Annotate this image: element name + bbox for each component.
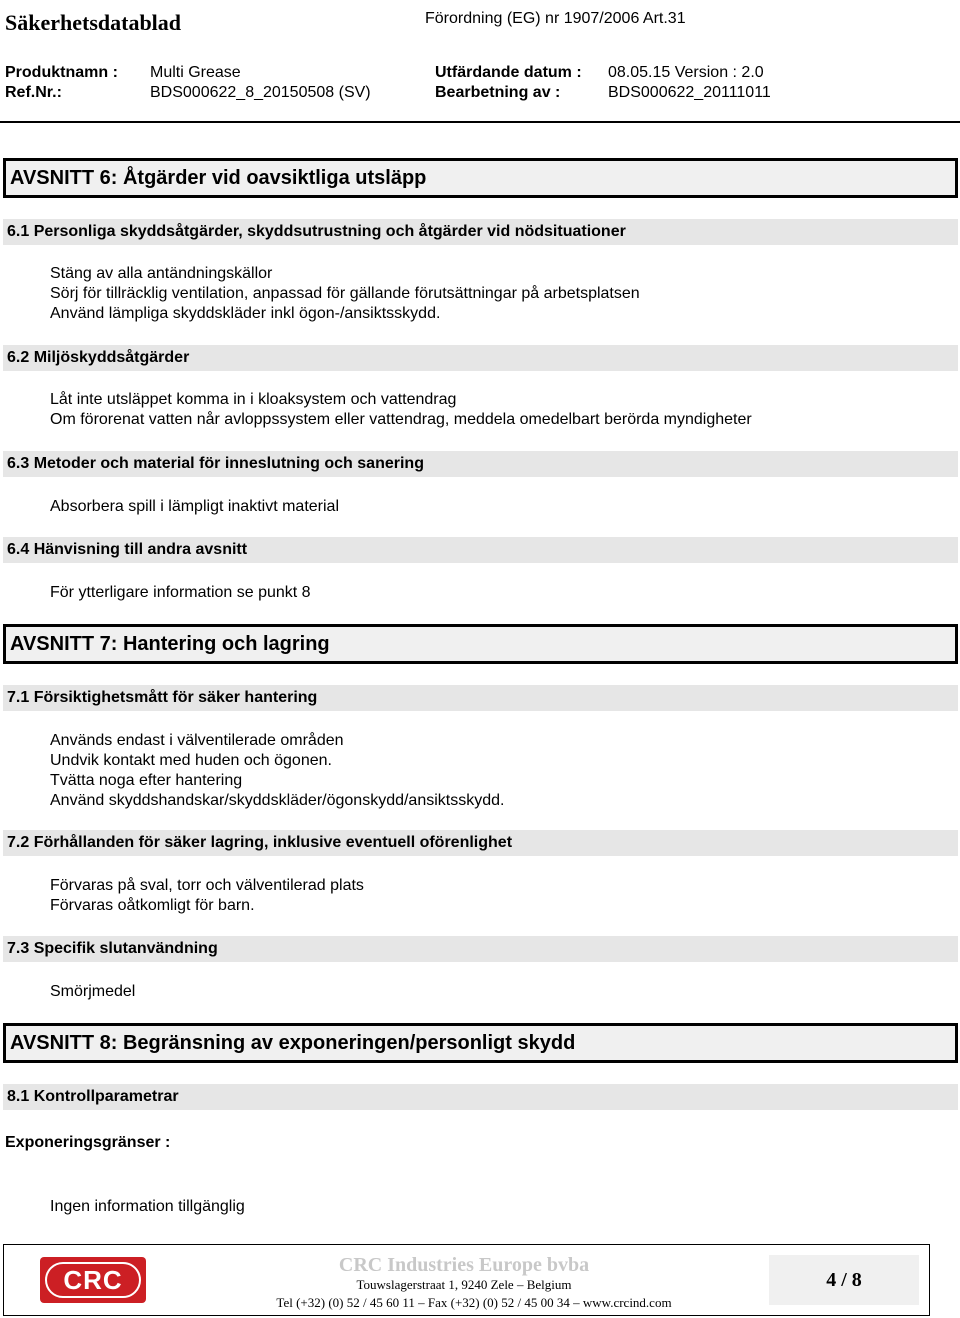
header-row-ref <box>0 84 960 104</box>
subsection-7-3-title: 7.3 Specifik slutanvändning <box>3 936 958 962</box>
subsection-7-3-text <box>50 982 135 1002</box>
subsection-8-1-title: 8.1 Kontrollparametrar <box>3 1084 958 1110</box>
text-line: Absorbera spill i lämpligt inaktivt material <box>50 498 339 515</box>
subsection-6-1-title: 6.1 Personliga skyddsåtgärder, skyddsutrustning och åtgärder vid nödsituationer <box>3 219 958 245</box>
product-label: Produktnamn : <box>5 64 118 81</box>
subsection-6-3-text <box>50 497 339 517</box>
text-line: Använd lämpliga skyddskläder inkl ögon-/ansiktsskydd. <box>50 305 441 322</box>
header-divider <box>0 121 960 123</box>
text-line: Sörj för tillräcklig ventilation, anpassad för gällande förutsättningar på arbetsplatsen <box>50 285 640 302</box>
product-value: Multi Grease <box>150 64 241 81</box>
processing-value: BDS000622_20111011 <box>608 84 771 101</box>
processing-label: Bearbetning av : <box>435 84 561 101</box>
subsection-6-2-title: 6.2 Miljöskyddsåtgärder <box>3 345 958 371</box>
subsection-6-2-text <box>50 390 752 430</box>
section-8-title: AVSNITT 8: Begränsning av exponeringen/personligt skydd <box>3 1023 958 1063</box>
subsection-7-2-title: 7.2 Förhållanden för säker lagring, inklusive eventuell oförenlighet <box>3 830 958 856</box>
text-line: Stäng av alla antändningskällor <box>50 265 273 282</box>
ref-label: Ref.Nr.: <box>5 84 62 101</box>
subsection-7-2-text <box>50 876 364 916</box>
page-number: 4 / 8 <box>769 1255 919 1305</box>
subsection-7-1-text <box>50 731 504 811</box>
subsection-6-3-title: 6.3 Metoder och material för inneslutning och sanering <box>3 451 958 477</box>
subsection-6-1-text <box>50 264 640 324</box>
text-line: Förvaras på sval, torr och välventilerad plats <box>50 877 364 894</box>
text-line: Används endast i välventilerade områden <box>50 732 344 749</box>
issue-date-label: Utfärdande datum : <box>435 64 582 81</box>
text-line: Låt inte utsläppet komma in i kloaksystem och vattendrag <box>50 391 457 408</box>
text-line: Förvaras oåtkomligt för barn. <box>50 897 255 914</box>
subsection-6-4-text <box>50 583 311 603</box>
regulation-reference: Förordning (EG) nr 1907/2006 Art.31 <box>425 10 686 27</box>
subsection-6-4-title: 6.4 Hänvisning till andra avsnitt <box>3 537 958 563</box>
text-line: Använd skyddshandskar/skyddskläder/ögonskydd/ansiktsskydd. <box>50 792 505 809</box>
exposure-limits-value: Ingen information tillgänglig <box>50 1198 245 1215</box>
section-6-title: AVSNITT 6: Åtgärder vid oavsiktliga utsläpp <box>3 158 958 198</box>
section-7-title: AVSNITT 7: Hantering och lagring <box>3 624 958 664</box>
text-line: Om förorenat vatten når avloppssystem eller vattendrag, meddela omedelbart berörda myndigheter <box>50 411 752 428</box>
text-line: Undvik kontakt med huden och ögonen. <box>50 752 332 769</box>
ref-value: BDS000622_8_20150508 (SV) <box>150 84 371 101</box>
page-footer <box>3 1244 930 1316</box>
text-line: Tvätta noga efter hantering <box>50 772 243 789</box>
crc-logo <box>40 1257 146 1303</box>
exposure-limits-label: Exponeringsgränser : <box>5 1134 171 1151</box>
document-title: Säkerhetsdatablad <box>5 10 182 35</box>
company-contact: Tel (+32) (0) 52 / 45 60 11 – Fax (+32) (0) 52 / 45 00 34 – www.crcind.com <box>276 1295 672 1310</box>
issue-date-value: 08.05.15 Version : 2.0 <box>608 64 764 81</box>
crc-logo-text: CRC <box>45 1262 141 1298</box>
company-address: Touwslagerstraat 1, 9240 Zele – Belgium <box>356 1277 572 1292</box>
header-row-product <box>0 64 960 84</box>
text-line: För ytterligare information se punkt 8 <box>50 584 311 601</box>
company-name: CRC Industries Europe bvba <box>338 1254 590 1276</box>
text-line: Smörjmedel <box>50 983 136 1000</box>
subsection-7-1-title: 7.1 Försiktighetsmått för säker hantering <box>3 685 958 711</box>
